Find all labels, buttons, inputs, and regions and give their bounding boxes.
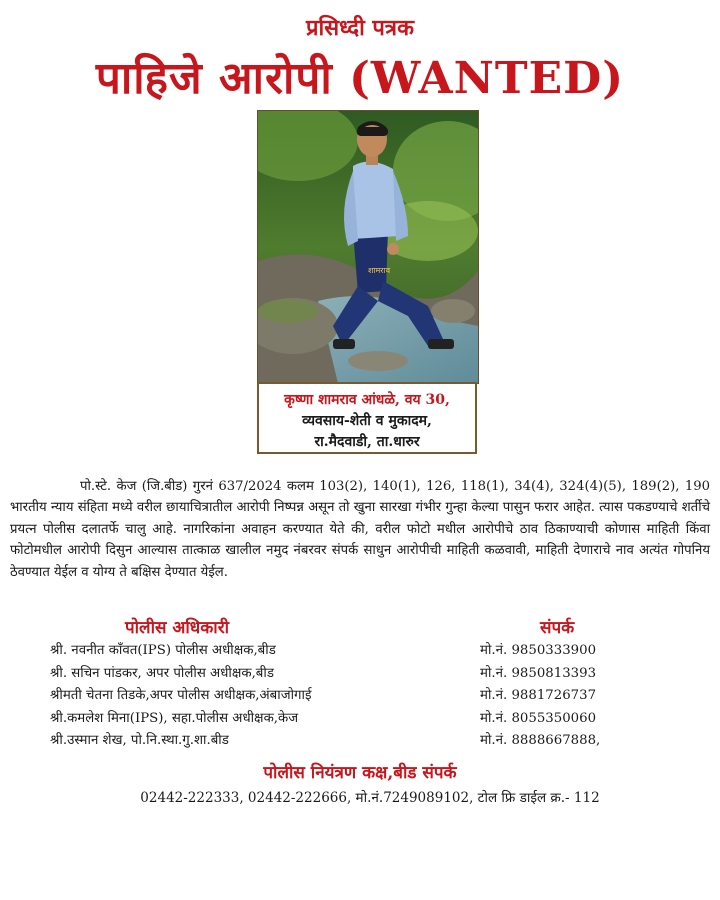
accused-name-age: कृष्णा शामराव आंधळे, वय 30, [284,392,450,408]
officer-name: श्री.उस्मान शेख, पो.नि.स्था.गु.शा.बीड [50,733,229,748]
officer-name: श्रीमती चेतना तिडके,अपर पोलीस अधीक्षक,अंबाजोगाई [50,688,312,703]
officer-row [50,730,690,753]
officer-name: श्री. सचिन पांडकर, अपर पोलीस अधीक्षक,बीड [50,665,274,681]
officer-list [50,640,690,753]
officer-row [50,685,690,708]
notice-body: पो.स्टे. केज (जि.बीड) गुरनं 637/2024 कलम 103(2), 140(1), 126, 118(1), 34(4), 324(4)(5), 189(2), 190 भारतीय न्याय संहिता मध्ये वरील छायाचित्रातील आरोपी निष्पन्न असून तो खुना सारखा गंभीर गुन्हा केल्या पासुन फरार आहेत. त्यास पकडण्याचे शर्तीचे प्रयत्न पोलीस दलातर्फे चालु आहे. नागरिकांना अवाहन करण्यात येते की, वरील फोटो मधील आरोपीचे ठाव ठिकाण्याची कोणास माहिती किंवा फोटोमधील आरोपी दिसुन आल्यास तात्काळ खालील नमुद नंबरवर संपर्क साधुन आरोपीची माहिती कळवावी, माहिती देणाराचे नाव अत्यंत गोपनिय ठेवण्यात येईल व योग्य ते बक्षिस देण्यात येईल. [10,479,710,580]
accused-photo [257,110,479,384]
officer-phone: मो.नं. 9850333900 [480,643,597,658]
officer-name: श्री.कमलेश मिना(IPS), सहा.पोलीस अधीक्षक,केज [50,710,299,726]
contact-heading: संपर्क [540,618,575,638]
accused-address: रा.मैदवाडी, ता.धारुर [314,434,420,450]
officer-row [50,708,690,731]
officer-phone: मो.नं. 8888667888, [480,733,601,748]
accused-details [257,382,477,454]
wanted-title: पाहिजे आरोपी (WANTED) [95,53,625,104]
officer-name: श्री. नवनीत काँवत(IPS) पोलीस अधीक्षक,बीड [50,643,276,658]
control-room-numbers: 02442-222333, 02442-222666, मो.नं.7249089102, टोल फ्रि डाईल क्र.- 112 [140,790,600,806]
officer-row [50,663,690,686]
officer-phone: मो.नं. 9850813393 [480,665,597,681]
officers-heading: पोलीस अधिकारी [125,618,230,638]
officer-phone: मो.नं. 8055350060 [480,710,597,726]
officer-phone: मो.नं. 9881726737 [480,688,597,703]
control-room-title: पोलीस नियंत्रण कक्ष,बीड संपर्क [263,763,457,783]
accused-occupation: व्यवसाय-शेती व मुकादम, [302,413,432,429]
photo-watermark: शामराव [368,266,391,275]
officer-row [50,640,690,663]
press-note-heading: प्रसिध्दी पत्रक [306,15,414,41]
